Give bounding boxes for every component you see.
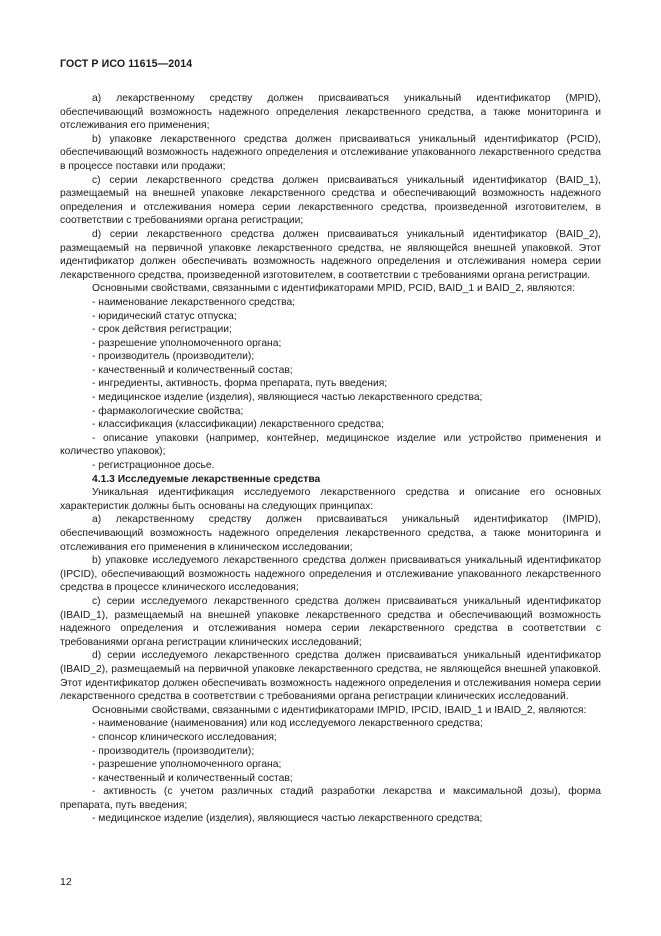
section-heading: 4.1.3 Исследуемые лекарственные средства xyxy=(92,473,321,485)
list-item: - описание упаковки (например, контейнер, медицинское изделие или устройство применения и количество упаковок); xyxy=(60,432,601,458)
paragraph: Уникальная идентификация исследуемого лекарственного средства и описание его основных характеристик должны быть основаны на следующих принципах: xyxy=(60,487,601,512)
paragraph: d) серии исследуемого лекарственного средства должен присваиваться уникальный идентификатор (IBAID_2), размещаемый на первичной упаковке лекарственного средства, не являющейся внешней упаковкой. Этот идентификатор должен обеспечивать возможность надежного определения и отслеживания номера серии лекарственного средства в соответствии с требованиями органа регистрации клинических исследований. xyxy=(60,650,601,703)
list-item: - медицинское изделие (изделия), являющиеся частью лекарственного средства; xyxy=(92,392,483,404)
paragraph: Основными свойствами, связанными с идентификаторами MPID, PCID, BAID_1 и BAID_2, являются: xyxy=(92,283,575,295)
list-item: - активность (с учетом различных стадий разработки лекарства и максимальной дозы), форма препарата, путь введения; xyxy=(60,786,601,811)
list-item: - фармакологические свойства; xyxy=(92,405,244,417)
paragraph: c) серии исследуемого лекарственного средства должен присваиваться уникальный идентификатор (IBAID_1), размещаемый на внешней упаковке лекарственного средства и обеспечивающий возможность надежного определения и отслеживания номера серии лекарственного средства в соответствии с требованиями органа регистрации клинических исследований; xyxy=(60,595,601,648)
list-item: - юридический статус отпуска; xyxy=(92,310,237,322)
paragraph: b) упаковке исследуемого лекарственного средства должен присваиваться уникальный идентификатор (IPCID), обеспечивающий возможность надежного определения и отслеживание упакованного лекарственного средства в процессе клинического исследования; xyxy=(60,555,601,594)
list-item: - наименование (наименования) или код исследуемого лекарственного средства; xyxy=(92,718,483,730)
list-item: - медицинское изделие (изделия), являющиеся частью лекарственного средства; xyxy=(92,813,483,825)
list-item: - разрешение уполномоченного органа; xyxy=(92,337,282,349)
paragraph: c) серии лекарственного средства должен присваиваться уникальный идентификатор (BAID_1), размещаемый на внешней упаковке лекарственного средства и обеспечивающий возможность надежного определения и отслеживания номера серии лекарственного средства, произведенной изготовителем, в соответствии с требованиями органа регистрации; xyxy=(60,174,601,227)
list-item: - срок действия регистрации; xyxy=(92,324,232,336)
page-number: 12 xyxy=(60,876,72,888)
list-item: - наименование лекарственного средства; xyxy=(92,296,296,308)
list-item: - ингредиенты, активность, форма препарата, путь введения; xyxy=(92,378,388,390)
list-item: - производитель (производители); xyxy=(92,745,255,757)
list-item: - регистрационное досье. xyxy=(92,460,215,472)
list-item: - качественный и количественный состав; xyxy=(92,364,293,376)
document-body xyxy=(60,92,601,826)
list-item: - разрешение уполномоченного органа; xyxy=(92,759,282,771)
list-item: - спонсор клинического исследования; xyxy=(92,731,277,743)
paragraph: Основными свойствами, связанными с идентификаторами IMPID, IPCID, IBAID_1 и IBAID_2, являются: xyxy=(92,704,587,716)
list-item: - качественный и количественный состав; xyxy=(92,772,293,784)
paragraph: a) лекарственному средству должен присваиваться уникальный идентификатор (IMPID), обеспечивающий возможность надежного определения лекарственного средства, а также мониторинга и отслеживания его применения в клиническом исследовании; xyxy=(60,514,601,553)
paragraph: d) серии лекарственного средства должен присваиваться уникальный идентификатор (BAID_2), размещаемый на первичной упаковке лекарственного средства, не являющейся внешней упаковкой. Этот идентификатор должен обеспечивать возможность надежного определения и отслеживания номера серии лекарственного средства, произведенной изготовителем, в соответствии с требованиями органа регистрации. xyxy=(60,228,601,281)
list-item: - производитель (производители); xyxy=(92,351,255,363)
paragraph: a) лекарственному средству должен присваиваться уникальный идентификатор (MPID), обеспечивающий возможность надежного определения лекарственного средства, а также мониторинга и отслеживания его применения; xyxy=(60,93,601,132)
standard-header: ГОСТ Р ИСО 11615—2014 xyxy=(60,58,193,70)
list-item: - классификация (классификации) лекарственного средства; xyxy=(92,419,384,431)
paragraph: b) упаковке лекарственного средства должен присваиваться уникальный идентификатор (PCID), обеспечивающий возможность надежного определения и отслеживание упакованного лекарственного средства в процессе поставки или продажи; xyxy=(60,133,601,172)
